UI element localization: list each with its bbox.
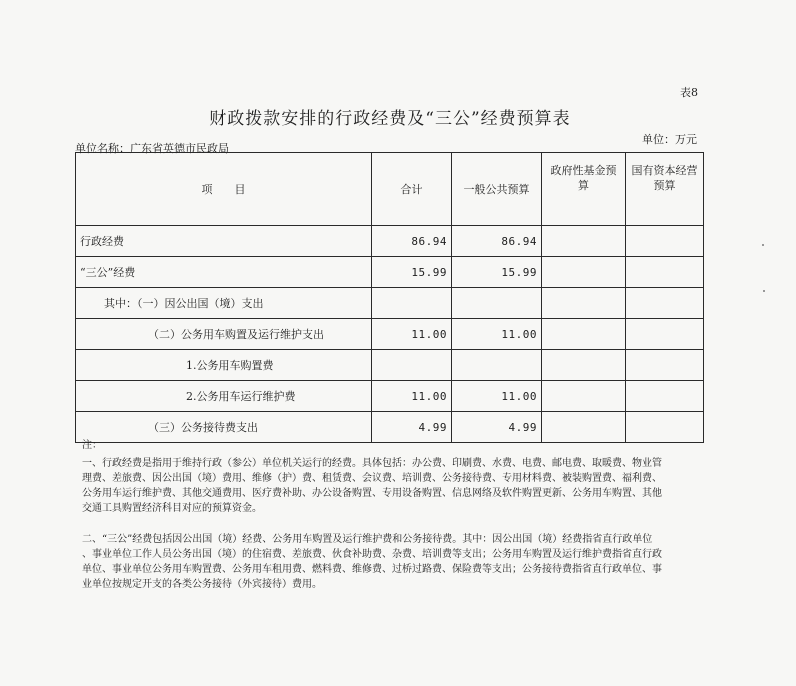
table-row: [76, 319, 704, 350]
table-row: [76, 350, 704, 381]
table-row: [76, 257, 704, 288]
table-row: [76, 288, 704, 319]
row-fund: [542, 257, 626, 288]
row-total: 15.99: [372, 257, 452, 288]
table-row: [76, 226, 704, 257]
note-line: 交通工具购置经济科目对应的预算资金。: [82, 503, 262, 514]
row-state-capital: [626, 381, 704, 412]
row-general: 86.94: [452, 226, 542, 257]
row-general: 11.00: [452, 319, 542, 350]
row-state-capital: [626, 257, 704, 288]
header-general-budget: 一般公共预算: [452, 153, 542, 226]
table-number: 表8: [680, 86, 698, 99]
row-fund: [542, 350, 626, 381]
note-line: 单位、事业单位公务用车购置费、公务用车租用费、燃料费、维修费、过桥过路费、保险费等支出；公务接待费指省直行政单位、事: [82, 564, 662, 575]
table-header-row: [76, 153, 704, 226]
row-state-capital: [626, 319, 704, 350]
row-total: 11.00: [372, 319, 452, 350]
note-paragraph-1: [82, 456, 714, 516]
header-fund-budget: 政府性基金预算: [542, 153, 626, 226]
row-general: 15.99: [452, 257, 542, 288]
header-state-capital-budget: 国有资本经营预算: [626, 153, 704, 226]
notes-section: [82, 438, 714, 592]
scan-speck: [763, 290, 765, 292]
row-label: （二）公务用车购置及运行维护支出: [76, 319, 372, 350]
row-fund: [542, 381, 626, 412]
note-line: 公务用车运行维护费、其他交通费用、医疗费补助、办公设备购置、专用设备购置、信息网络及软件购置更新、公务用车购置、其他: [82, 488, 662, 499]
row-label: 其中：（一）因公出国（境）支出: [76, 288, 372, 319]
row-total: 11.00: [372, 381, 452, 412]
row-label: （三）公务接待费支出: [76, 412, 372, 443]
row-general: 11.00: [452, 381, 542, 412]
note-line: 二、“三公”经费包括因公出国（境）经费、公务用车购置及运行维护费和公务接待费。其中：因公出国（境）经费指省直行政单位: [82, 534, 653, 545]
page-title: 财政拨款安排的行政经费及“三公”经费预算表: [209, 109, 571, 129]
row-general: 4.99: [452, 412, 542, 443]
row-general: [452, 288, 542, 319]
note-paragraph-2: [82, 532, 714, 592]
currency-unit: 单位：万元: [642, 133, 697, 146]
row-label: 行政经费: [76, 226, 372, 257]
row-total: [372, 288, 452, 319]
row-total: [372, 350, 452, 381]
budget-table: [75, 152, 704, 443]
row-label: 2.公务用车运行维护费: [76, 381, 372, 412]
row-state-capital: [626, 226, 704, 257]
scan-speck: [762, 244, 764, 246]
header-total: 合计: [372, 153, 452, 226]
row-state-capital: [626, 288, 704, 319]
note-line: 、事业单位工作人员公务出国（境）的住宿费、差旅费、伙食补助费、杂费、培训费等支出；公务用车购置及运行维护费指省直行政: [82, 549, 662, 560]
unit-name: 单位名称：广东省英德市民政局: [75, 142, 229, 155]
notes-heading: 注：: [82, 440, 102, 451]
row-fund: [542, 288, 626, 319]
row-total: 86.94: [372, 226, 452, 257]
row-state-capital: [626, 350, 704, 381]
row-general: [452, 350, 542, 381]
row-label: 1.公务用车购置费: [76, 350, 372, 381]
header-item: 项 目: [76, 153, 372, 226]
note-line: 业单位按规定开支的各类公务接待（外宾接待）费用。: [82, 579, 322, 590]
table-row: [76, 381, 704, 412]
row-fund: [542, 319, 626, 350]
note-line: 理费、差旅费、因公出国（境）费用、维修（护）费、租赁费、会议费、培训费、公务接待费、专用材料费、被装购置费、福利费、: [82, 473, 662, 484]
note-line: 一、行政经费是指用于维持行政（参公）单位机关运行的经费。具体包括：办公费、印刷费、水费、电费、邮电费、取暖费、物业管: [82, 458, 662, 469]
row-fund: [542, 226, 626, 257]
row-label: “三公”经费: [76, 257, 372, 288]
row-total: 4.99: [372, 412, 452, 443]
